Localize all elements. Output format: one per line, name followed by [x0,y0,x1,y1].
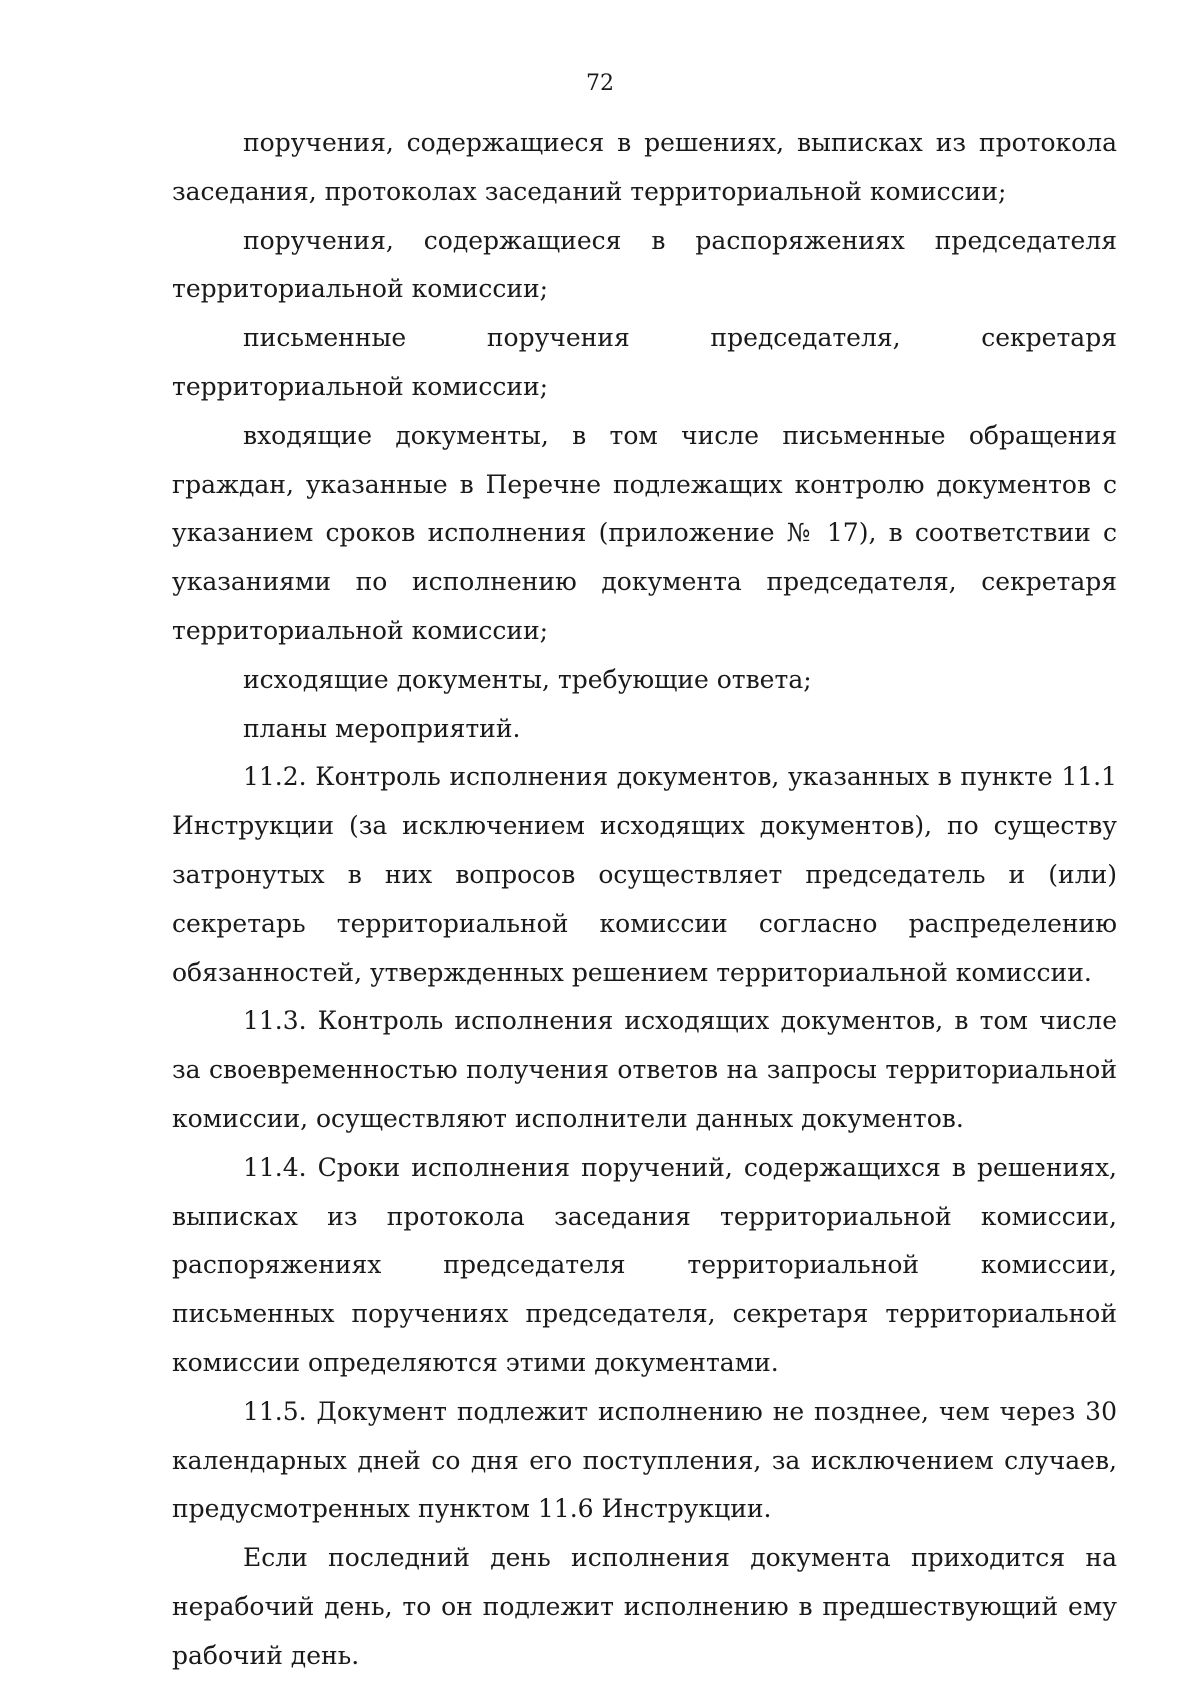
paragraph-event-plans: планы мероприятий. [243,713,521,743]
paragraph-orders-in-decisions: поручения, содержащиеся в решениях, выписках из протокола заседания, протоколах заседаний территориальной комиссии; [172,128,1117,206]
document-body [172,119,1117,1681]
paragraph-orders-in-directives: поручения, содержащиеся в распоряжениях председателя территориальной комиссии; [172,225,1117,304]
paragraph-written-orders: письменные поручения председателя, секретаря территориальной комиссии; [172,323,1117,401]
paragraph-11-2: 11.2. Контроль исполнения документов, указанных в пункте 11.1 Инструкции (за исключением исходящих документов), по существу затронутых в них вопросов осуществляет председатель и (или) секретарь территориальной комиссии согласно распределению обязанностей, утвержденных решением территориальной комиссии. [172,762,1117,987]
paragraph-11-5: 11.5. Документ подлежит исполнению не позднее, чем через 30 календарных дней со дня его поступления, за исключением случаев, предусмотренных пунктом 11.6 Инструкции. [172,1396,1117,1524]
paragraph-non-working-day: Если последний день исполнения документа приходится на нерабочий день, то он подлежит исполнению в предшествующий ему рабочий день. [172,1543,1117,1670]
paragraph-outgoing-documents: исходящие документы, требующие ответа; [243,664,812,694]
paragraph-11-3: 11.3. Контроль исполнения исходящих документов, в том числе за своевременностью получения ответов на запросы территориальной комиссии, осуществляют исполнители данных документов. [172,1006,1117,1133]
page-number: 72 [586,71,614,96]
paragraph-incoming-documents: входящие документы, в том числе письменные обращения граждан, указанные в Перечне подлежащих контролю документов с указанием сроков исполнения (приложение № 17), в соответствии с указаниями по исполнению документа председателя, секретаря территориальной комиссии; [172,420,1117,645]
paragraph-11-4: 11.4. Сроки исполнения поручений, содержащихся в решениях, выписках из протокола заседания территориальной комиссии, распоряжениях председателя территориальной комиссии, письменных поручениях председателя, секретаря территориальной комиссии определяются этими документами. [172,1152,1117,1377]
